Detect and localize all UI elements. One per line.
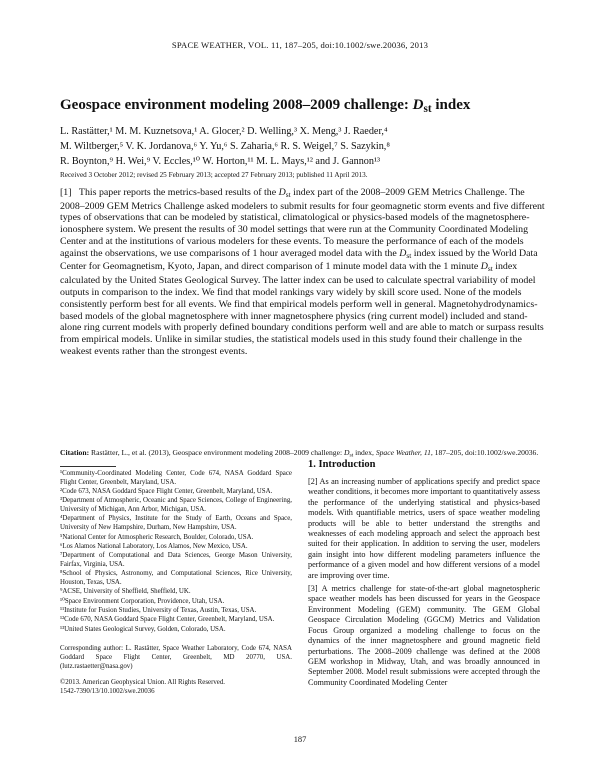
body-paragraph: [2] As an increasing number of applications specify and predict space weather conditions, it becomes more important to quantitatively assess the performance of the underlying statistical and physics-based models. With quantifiable metrics, users of space weather modeling products will be able to better understand the strengths and weaknesses of each modeling approach and select the approach best suited for their application. In addition to serving the user, modelers gain insight into how different modeling parameters influence the performance of a given model and how different versions of a model are improving over time. [308, 477, 540, 580]
corresponding-author: Corresponding author: L. Rastätter, Space Weather Laboratory, Code 674, NASA Goddard Space Flight Center, Greenbelt, MD 20770, USA. (lutz.rastaetter@nasa.gov) [60, 645, 292, 670]
dst-subscript: st [349, 452, 354, 459]
citation-text: , 187–205, doi:10.1002/swe.20036. [430, 448, 539, 457]
affiliation: ⁹ACSE, University of Sheffield, Sheffield, UK. [60, 588, 191, 596]
affiliation: ⁵National Center for Atmospheric Research, Boulder, Colorado, USA. [60, 533, 254, 541]
affiliation: ⁷Department of Computational and Data Sciences, George Mason University, Fairfax, Virginia, USA. [60, 552, 292, 568]
affiliation: ⁴Department of Physics, Institute for the Study of Earth, Oceans and Space, University of New Hampshire, Durham, New Hampshire, USA. [60, 515, 292, 532]
citation-text: index, [353, 448, 376, 457]
introduction-column [308, 459, 540, 691]
citation-text: Rastätter, L., et al. (2013), Geospace environment modeling 2008–2009 challenge: [89, 448, 344, 457]
copyright [60, 679, 292, 697]
copyright-line: ©2013. American Geophysical Union. All Rights Reserved. [60, 678, 226, 686]
affiliation: ⁶Los Alamos National Laboratory, Los Alamos, New Mexico, USA. [60, 542, 248, 550]
dst-subscript: st [406, 250, 412, 260]
page-number: 187 [293, 735, 307, 744]
dst-symbol: D [343, 448, 350, 457]
author-line: R. Boynton,⁹ H. Wei,⁹ V. Eccles,¹⁰ W. Horton,¹¹ M. L. Mays,¹² and J. Gannon¹³ [60, 156, 381, 167]
affiliation: ¹⁰Space Environment Corporation, Providence, Utah, USA. [60, 597, 225, 605]
author-line: M. Wiltberger,⁵ V. K. Jordanova,⁶ Y. Yu,⁶ S. Zaharia,⁶ R. S. Weigel,⁷ S. Sazykin,⁸ [60, 141, 390, 152]
author-line: L. Rastätter,¹ M. M. Kuznetsova,¹ A. Glocer,² D. Welling,³ X. Meng,³ J. Raeder,⁴ [60, 126, 388, 137]
affiliation: ¹¹Institute for Fusion Studies, University of Texas, Austin, Texas, USA. [60, 606, 257, 614]
title-text: Geospace environment modeling 2008–2009 challenge: [60, 97, 413, 113]
title-symbol: D [412, 97, 424, 113]
affiliation: ¹²Code 670, NASA Goddard Space Flight Center, Greenbelt, Maryland, USA. [60, 616, 275, 624]
issn-doi-line: 1542-7390/13/10.1002/swe.20036 [60, 687, 155, 695]
footnotes-column [60, 466, 292, 696]
citation-label: Citation: [60, 448, 90, 457]
article-title [60, 97, 560, 115]
affiliation: ¹³United States Geological Survey, Golden, Colorado, USA. [60, 625, 226, 633]
body-paragraph: [3] A metrics challenge for state-of-the-art global magnetospheric space weather models has been discussed for years in the Geospace Environment Modeling (GEM) community. The GEM Global Geospace Circulation Modeling (GGCM) Metrics and Validation Focus Group organized a modeling challenge to focus on the dynamics of the inner magnetosphere and ground magnetic field perturbations. The 2008–2009 challenge was defined at the 2008 GEM workshop in Midway, Utah, and was broadly announced in September 2008. Model result submissions were accepted through the Community Coordinated Modeling Center [308, 584, 540, 687]
affiliation: ⁸School of Physics, Astronomy, and Computational Sciences, Rice University, Houston, Texas, USA. [60, 570, 292, 587]
dst-subscript: st [487, 264, 493, 274]
affiliation: ³Department of Atmospheric, Oceanic and Space Sciences, College of Engineering, University of Michigan, Ann Arbor, Michigan, USA. [60, 497, 292, 514]
abstract-text: This paper reports the metrics-based results of the [78, 187, 279, 198]
abstract-text: index part of the 2008–2009 GEM Metrics Challenge. The 2008–2009 GEM Metrics Challenge asked modelers to submit results for four geomagnetic storm events and five different types of observations that can be modeled by statistical, climatological or physics-based models of the magnetosphere-ionosphere system. We present the results of 30 model settings that were run at the Community Coordinated Modeling Center and at the institutions of various modelers for these events. To measure the performance of each of the models against the observations, we use comparisons of 1 hour averaged model data with the [60, 187, 545, 259]
affiliation: ¹Community-Coordinated Modeling Center, Code 674, NASA Goddard Space Flight Center, Greenbelt, Maryland, USA. [60, 470, 292, 486]
title-symbol-subscript: st [423, 102, 432, 115]
section-heading: 1. Introduction [308, 459, 376, 470]
paragraph-marker: [1] [60, 187, 72, 198]
dst-symbol: D [278, 187, 286, 198]
abstract-text: index issued by the World Data Center for Geomagnetism, Kyoto, Japan, and direct comparison of 1 minute model data with the 1 minute [60, 247, 538, 273]
affiliation: ²Code 673, NASA Goddard Space Flight Center, Greenbelt, Maryland, USA. [60, 488, 273, 496]
dst-subscript: st [285, 189, 291, 199]
footnote-rule [60, 466, 116, 467]
citation-journal: Space Weather, 11 [375, 448, 431, 457]
author-list [60, 124, 540, 169]
running-head: SPACE WEATHER, VOL. 11, 187–205, doi:10.1002/swe.20036, 2013 [171, 40, 429, 50]
dst-symbol: D [480, 261, 488, 273]
publication-dates: Received 3 October 2012; revised 25 February 2013; accepted 27 February 2013; published 11 April 2013. [60, 171, 368, 179]
abstract [60, 187, 548, 358]
title-suffix: index [431, 97, 471, 113]
dst-symbol: D [399, 247, 407, 259]
abstract-text: index calculated by the United States Geological Survey. The latter index can be used to calculate spectral variability of model outputs in comparison to the index. We find that model rankings vary widely by skill score used. None of the models consistently perform best for all events. We find that empirical models perform well in general. Magnetohydrodynamics-based models of the global magnetosphere with inner magnetosphere physics (ring current model) included and stand-alone ring current models with properly defined boundary conditions perform well and are able to match or surpass results from empirical models. Unlike in similar studies, the statistical models used in this study found their challenge in the weakest events rather than the strongest events. [60, 261, 544, 357]
